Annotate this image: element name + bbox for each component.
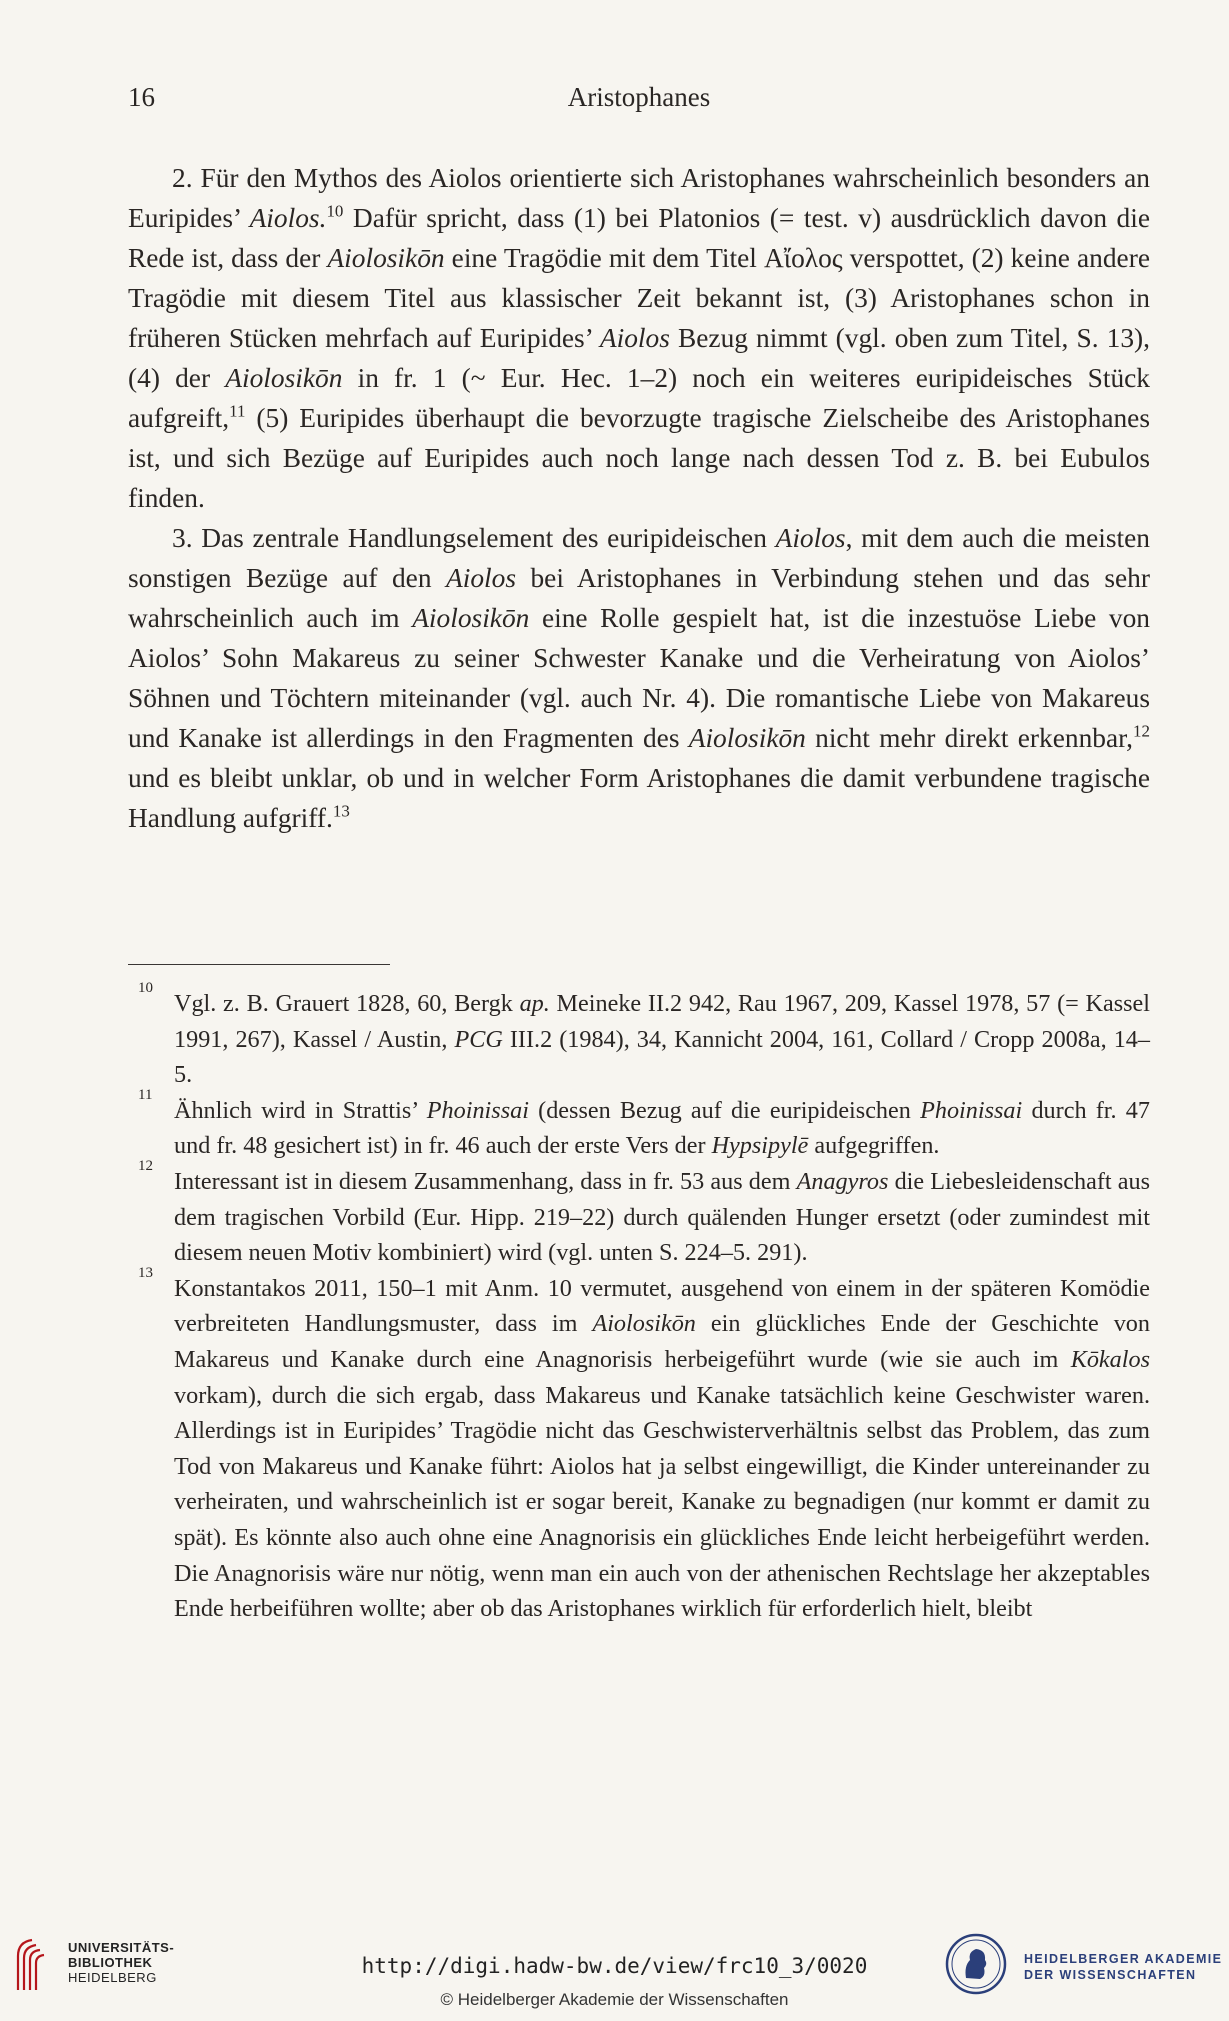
footnote-number: 11 — [138, 1086, 153, 1103]
page-header — [128, 82, 1150, 122]
page-footer — [0, 1918, 1229, 2021]
italic-title: Aiolosikōn — [327, 243, 445, 273]
haw-line: HEIDELBERGER AKADEMIE — [1024, 1952, 1223, 1966]
academy-name — [1024, 1951, 1222, 1983]
text-run: Ähnlich wird in Strattis’ — [174, 1096, 427, 1124]
paragraph-3 — [128, 518, 1150, 838]
italic-text: Anagyros — [796, 1167, 889, 1195]
paragraph-2 — [128, 158, 1150, 518]
text-run: und es bleibt unklar, ob und in welcher Form Aristophanes die damit verbundene tragische Handlung aufgriff. — [128, 763, 1150, 833]
copyright-notice: © Heidelberger Akademie der Wissenschaften — [440, 1990, 789, 2009]
footnote-13 — [128, 1264, 1150, 1627]
text-run: (dessen Bezug auf die euripideischen — [528, 1096, 921, 1124]
italic-text: Hypsipylē — [711, 1132, 809, 1160]
text-run: aufgegriffen. — [808, 1132, 940, 1160]
footnote-ref[interactable]: 10 — [326, 201, 344, 221]
italic-text: PCG — [454, 1025, 503, 1053]
footnote-ref[interactable]: 13 — [332, 801, 350, 821]
italic-title: Aiolos — [445, 563, 516, 593]
italic-text: ap. — [519, 990, 550, 1017]
text-run: in fr. 1 (~ Eur. Hec. 1–2) noch ein weiteres euripideisches Stück aufgreift, — [128, 363, 1150, 433]
page-number: 16 — [128, 82, 155, 112]
text-run: , mit dem auch die meisten sonstigen Bezüge auf den — [128, 523, 1150, 593]
text-run: die Liebesleidenschaft aus dem tragischen Vorbild (Eur. Hipp. 219–22) durch quälenden Hunger ersetzt (oder zumindest mit diesem neuen Motiv kombiniert) wird (vgl. unten S. 224–5. 291). — [174, 1167, 1150, 1267]
italic-title: Aiolos. — [249, 203, 327, 233]
text-run: ein glückliches Ende der Geschichte von Makareus und Kanake durch eine Anagnorisis herbeigeführt wurde (wie sie auch im — [174, 1310, 1150, 1373]
text-run: Interessant ist in diesem Zusammenhang, dass in fr. 53 aus dem — [174, 1167, 797, 1195]
text-run: nicht mehr direkt erkennbar, — [805, 723, 1134, 753]
italic-text: Phoinissai — [426, 1096, 529, 1124]
italic-title: Aiolos — [599, 323, 670, 353]
italic-text: Kōkalos — [1070, 1345, 1150, 1373]
footnote-10 — [128, 980, 1150, 1093]
text-run: durch fr. 47 und fr. 48 gesichert ist) in fr. 46 auch der erste Vers der — [174, 1096, 1150, 1160]
text-run: Meineke II.2 942, Rau 1967, 209, Kassel 1978, 57 (= Kassel 1991, 267), Kassel / Austin, — [174, 990, 1150, 1053]
italic-title: Aiolosikōn — [225, 363, 343, 393]
footnote-number: 13 — [138, 1264, 153, 1281]
text-run: 2. Für den Mythos des Aiolos orientierte sich Aristophanes wahrscheinlich besonders an Euripides’ — [128, 163, 1150, 233]
text-run: Konstantakos 2011, 150–1 mit Anm. 10 vermutet, ausgehend von einem in der späteren Komödie verbreiteten Handlungsmuster, dass im — [174, 1274, 1150, 1338]
text-run: 3. Das zentrale Handlungselement des euripideischen — [172, 523, 776, 553]
footnote-number: 12 — [138, 1157, 153, 1174]
italic-title: Aiolosikōn — [688, 723, 806, 753]
italic-text: Aiolosikōn — [592, 1310, 696, 1338]
ub-line: HEIDELBERG — [68, 1970, 157, 1985]
footnote-ref[interactable]: 11 — [229, 401, 246, 421]
footnote-rule — [128, 964, 390, 965]
haw-line: DER WISSENSCHAFTEN — [1024, 1968, 1197, 1982]
text-run: vorkam), durch die sich ergab, dass Makareus und Kanake tatsächlich keine Geschwister waren. Allerdings ist in Euripides’ Tragödie nicht das Geschwisterverhältnis selbst das Problem, das zum Tod von Makareus und Kanake führt: Aiolos hat ja selbst eingewilligt, die Kinder untereinander zu verheiraten, und wahrscheinlich ist er sogar bereit, Kanake zu begnadigen (nur kommt er damit zu spät). Es könnte also auch ohne eine Anagnorisis ein glückliches Ende leicht herbeigeführt werden. Die Anagnorisis wäre nur nötig, wenn man ein auch von der athenischen Rechtslage her akzeptables Ende herbeiführen wollte; aber ob das Aristophanes wirklich für erforderlich hielt, bleibt — [174, 1381, 1150, 1623]
italic-text: Phoinissai — [920, 1096, 1023, 1124]
ub-line: BIBLIOTHEK — [68, 1955, 153, 1970]
italic-title: Aiolos — [775, 523, 846, 553]
text-run: III.2 (1984), 34, Kannicht 2004, 161, Collard / Cropp 2008a, 14–5. — [174, 1025, 1150, 1089]
text-run: bei Aristophanes in Verbindung stehen und das sehr wahrscheinlich auch im — [128, 563, 1150, 633]
text-run: Vgl. z. B. Grauert 1828, 60, Bergk — [174, 990, 520, 1017]
text-run: eine Rolle gespielt hat, ist die inzestuöse Liebe von Aiolos’ Sohn Makareus zu seiner Schwester Kanake und die Verheiratung von Aiolos’ Söhnen und Töchtern miteinander (vgl. auch Nr. 4). Die romantische Liebe von Makareus und Kanake ist allerdings in den Fragmenten des — [128, 603, 1150, 753]
text-run: Dafür spricht, dass (1) bei Platonios (= test. v) ausdrücklich davon die Rede ist, dass der — [128, 203, 1150, 273]
footnote-number: 10 — [138, 980, 153, 996]
text-run: eine Tragödie mit dem Titel Αἴολος verspottet, (2) keine andere Tragödie mit diesem Titel aus klassischer Zeit bekannt ist, (3) Aristophanes schon in früheren Stücken mehrfach auf Euripides’ — [128, 243, 1150, 353]
italic-title: Aiolosikōn — [412, 603, 530, 633]
running-head: Aristophanes — [567, 82, 711, 112]
footnote-ref[interactable]: 12 — [1133, 721, 1150, 741]
text-run: Bezug nimmt (vgl. oben zum Titel, S. 13), (4) der — [128, 323, 1151, 393]
footnote-11 — [128, 1086, 1150, 1164]
text-run: (5) Euripides überhaupt die bevorzugte tragische Zielscheibe des Aristophanes ist, und sich Bezüge auf Euripides auch noch lange nach dessen Tod z. B. bei Eubulos finden. — [128, 403, 1150, 513]
academy-seal-icon[interactable] — [944, 1932, 1008, 1996]
ub-line: UNIVERSITÄTS- — [68, 1940, 175, 1955]
footnote-12 — [128, 1157, 1150, 1271]
main-text — [128, 158, 1150, 838]
permalink-url[interactable]: http://digi.hadw-bw.de/view/frc10_3/0020 — [361, 1954, 868, 1978]
footnotes — [128, 980, 1150, 1627]
